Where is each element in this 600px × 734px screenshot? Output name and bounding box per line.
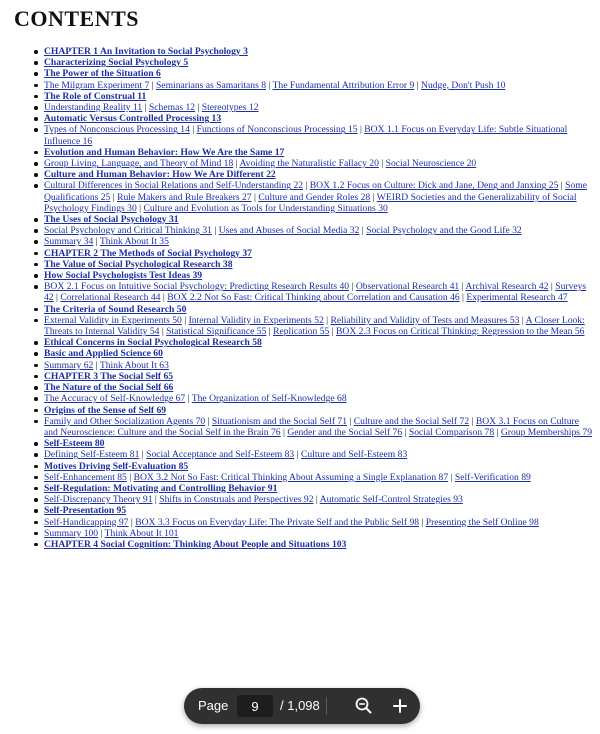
link-separator: | xyxy=(448,471,455,483)
toc-entry xyxy=(44,461,592,472)
toc-heading-link[interactable]: Origins of the Sense of Self 69 xyxy=(44,404,167,416)
toc-heading-link[interactable]: CHAPTER 1 An Invitation to Social Psychology 3 xyxy=(44,46,248,57)
link-separator: | xyxy=(459,281,466,293)
link-separator: | xyxy=(233,158,240,170)
toc-subsection-link[interactable]: The Organization of Self-Knowledge 68 xyxy=(191,393,347,405)
link-separator: | xyxy=(280,426,288,438)
toc-heading-link[interactable]: The Uses of Social Psychology 31 xyxy=(44,214,179,226)
toc-heading-link[interactable]: Characterizing Social Psychology 5 xyxy=(44,57,189,69)
toc-entry xyxy=(44,236,592,247)
toc-entry xyxy=(44,494,592,505)
toc-entry xyxy=(44,539,592,550)
toc-subsection-link[interactable]: Culture and Self-Esteem 83 xyxy=(300,449,408,461)
toc-entry xyxy=(44,337,592,348)
link-separator: | xyxy=(251,191,259,203)
toc-heading-link[interactable]: Basic and Applied Science 60 xyxy=(44,348,163,360)
link-separator: | xyxy=(519,314,526,326)
toc-entry xyxy=(44,449,592,460)
toc-entry xyxy=(44,113,592,124)
link-separator: | xyxy=(185,393,192,405)
toc-entry xyxy=(44,281,592,303)
toc-subsection-link[interactable]: Summary 34 xyxy=(44,236,94,248)
toc-subsection-link[interactable]: Culture and Evolution as Tools for Understanding Situations 30 xyxy=(143,202,388,214)
toc-entry xyxy=(44,505,592,516)
link-separator: | xyxy=(139,449,147,461)
toc-subsection-link[interactable]: Cultural Differences in Social Relations and Self-Understanding 22 xyxy=(44,180,304,192)
toc-heading-link[interactable]: CHAPTER 2 The Methods of Social Psychology 37 xyxy=(44,247,252,259)
toc-entry xyxy=(44,158,592,169)
toc-heading-link[interactable]: Evolution and Human Behavior: How We Are the Same 17 xyxy=(44,146,285,158)
toc-subsection-link[interactable]: Social Psychology and the Good Life 32 xyxy=(366,225,522,237)
toc-subsection-link[interactable]: BOX 1.2 Focus on Culture: Dick and Jane, Deng and Janxing 25 xyxy=(309,180,559,192)
link-separator: | xyxy=(98,527,105,539)
link-separator: | xyxy=(205,415,212,427)
toc-heading-link[interactable]: The Role of Construal 11 xyxy=(44,90,147,102)
toc-subsection-link[interactable]: BOX 2.1 Focus on Intuitive Social Psychology: Predicting Research Results 40 xyxy=(44,281,350,293)
toc-entry xyxy=(44,214,592,225)
toc-subsection-link[interactable]: Social Psychology and Critical Thinking 31 xyxy=(44,225,212,237)
toc-entry xyxy=(44,57,592,68)
toc-entry xyxy=(44,248,592,259)
link-separator: | xyxy=(181,314,189,326)
toc-heading-link[interactable]: CHAPTER 3 The Social Self 65 xyxy=(44,370,174,382)
toc-subsection-link[interactable]: BOX 3.3 Focus on Everyday Life: The Private Self and the Public Self 98 xyxy=(135,516,420,528)
toc-heading-link[interactable]: The Power of the Situation 6 xyxy=(44,68,161,80)
toc-subsection-link[interactable]: BOX 3.2 Not So Fast: Critical Thinking About Assuming a Single Explanation 87 xyxy=(133,471,449,483)
toc-subsection-link[interactable]: Automatic Self-Control Strategies 93 xyxy=(319,494,463,506)
link-separator: | xyxy=(347,415,354,427)
link-separator: | xyxy=(93,359,100,371)
toc-heading-link[interactable]: Self-Regulation: Motivating and Controlling Behavior 91 xyxy=(44,482,278,494)
toc-heading-link[interactable]: Self-Esteem 80 xyxy=(44,438,105,450)
toc-subsection-link[interactable]: Group Living, Language, and Theory of Mind 18 xyxy=(44,158,234,170)
plus-icon xyxy=(386,692,414,720)
toc-heading-link[interactable]: The Nature of the Social Self 66 xyxy=(44,382,174,394)
zoom-in-button[interactable] xyxy=(386,692,414,720)
magnifier-minus-icon xyxy=(350,692,378,720)
toc-heading-link[interactable]: The Value of Social Psychological Research 38 xyxy=(44,258,233,270)
toc-entry xyxy=(44,46,592,57)
toc-subsection-link[interactable]: Understanding Reality 11 xyxy=(44,102,143,114)
toc-entry xyxy=(44,124,592,146)
toc-subsection-link[interactable]: The Accuracy of Self-Knowledge 67 xyxy=(44,393,186,405)
toc-heading-link[interactable]: Self-Presentation 95 xyxy=(44,505,127,517)
toc-subsection-link[interactable]: Self-Handicapping 97 xyxy=(44,516,129,528)
toc-subsection-link[interactable]: BOX 2.2 Not So Fast: Critical Thinking about Correlation and Causation 46 xyxy=(167,292,460,304)
toc-subsection-link[interactable]: Rule Makers and Rule Breakers 27 xyxy=(117,191,252,203)
toc-subsection-link[interactable]: A Closer Look: Threats to Internal Validity 54 xyxy=(44,314,585,338)
toc-subsection-link[interactable]: Defining Self-Esteem 81 xyxy=(44,449,140,461)
toc-entry xyxy=(44,517,592,528)
toc-subsection-link[interactable]: Schemas 12 xyxy=(148,102,196,114)
link-separator: | xyxy=(378,158,386,170)
page-label: Page xyxy=(198,698,229,713)
toc-entry xyxy=(44,405,592,416)
toc-subsection-link[interactable]: Self-Enhancement 85 xyxy=(44,471,127,483)
toc-entry xyxy=(44,393,592,404)
toc-subsection-link[interactable]: Culture and the Social Self 72 xyxy=(353,415,470,427)
link-separator: | xyxy=(359,225,367,237)
toc-subsection-link[interactable]: Summary 100 xyxy=(44,527,99,539)
link-separator: | xyxy=(402,426,409,438)
toc-subsection-link[interactable]: Gender and the Social Self 76 xyxy=(287,426,403,438)
toc-subsection-link[interactable]: Family and Other Socialization Agents 70 xyxy=(44,415,206,427)
link-separator: | xyxy=(266,79,273,91)
toc-entry xyxy=(44,438,592,449)
total-pages: / 1,098 xyxy=(280,698,320,713)
toc-entry xyxy=(44,147,592,158)
toc-subsection-link[interactable]: Correlational Research 44 xyxy=(60,292,161,304)
link-separator: | xyxy=(149,79,156,91)
toc-subsection-link[interactable]: BOX 1.1 Focus on Everyday Life: Subtle Situational Influence 16 xyxy=(44,124,568,147)
link-separator: | xyxy=(323,314,331,326)
link-separator: | xyxy=(329,326,337,338)
toc-entry xyxy=(44,259,592,270)
toc-subsection-link[interactable]: Social Neuroscience 20 xyxy=(385,158,477,170)
link-separator: | xyxy=(494,426,501,438)
toc-entry xyxy=(44,528,592,539)
toc-subsection-link[interactable]: The Fundamental Attribution Error 9 xyxy=(272,79,415,91)
link-separator: | xyxy=(211,225,219,237)
link-separator: | xyxy=(142,102,149,114)
link-separator: | xyxy=(160,292,168,304)
toc-entry xyxy=(44,68,592,79)
page-title: CONTENTS xyxy=(14,6,140,31)
link-separator: | xyxy=(558,180,566,192)
link-separator: | xyxy=(459,292,467,304)
toc-entry xyxy=(44,360,592,371)
page-number-input[interactable] xyxy=(237,695,273,717)
toolbar-divider xyxy=(326,697,327,715)
toc-subsection-link[interactable]: Surveys 42 xyxy=(44,281,587,304)
toc-heading-link[interactable]: The Criteria of Sound Research 50 xyxy=(44,303,187,315)
toc-subsection-link[interactable]: Types of Nonconscious Processing 14 xyxy=(44,124,190,136)
toc-entry xyxy=(44,225,592,236)
table-of-contents xyxy=(44,46,592,550)
toc-entry xyxy=(44,315,592,337)
toc-subsection-link[interactable]: Internal Validity in Experiments 52 xyxy=(188,314,324,326)
toc-entry xyxy=(44,180,592,214)
toc-subsection-link[interactable]: Functions of Nonconscious Processing 15 xyxy=(196,124,358,136)
toc-subsection-link[interactable]: Situationism and the Social Self 71 xyxy=(211,415,348,427)
toc-subsection-link[interactable]: BOX 3.1 Focus on Culture and Neuroscience: Culture and the Social Self in the Brain 76 xyxy=(44,415,579,438)
link-separator: | xyxy=(548,281,556,293)
toc-subsection-link[interactable]: The Milgram Experiment 7 xyxy=(44,79,150,91)
toc-subsection-link[interactable]: Experimental Research 47 xyxy=(466,292,568,304)
toc-subsection-link[interactable]: Avoiding the Naturalistic Fallacy 20 xyxy=(239,158,379,170)
toc-entry xyxy=(44,382,592,393)
toc-subsection-link[interactable]: BOX 2.3 Focus on Critical Thinking: Regression to the Mean 56 xyxy=(336,326,585,338)
toc-heading-link[interactable]: Automatic Versus Controlled Processing 13 xyxy=(44,113,222,125)
toc-subsection-link[interactable]: Shifts in Construals and Perspectives 92 xyxy=(159,494,314,506)
toc-subsection-link[interactable]: Summary 62 xyxy=(44,359,94,371)
link-separator: | xyxy=(370,191,377,203)
toc-subsection-link[interactable]: Self-Discrepancy Theory 91 xyxy=(44,494,153,506)
link-separator: | xyxy=(93,236,100,248)
toc-subsection-link[interactable]: Statistical Significance 55 xyxy=(166,326,267,338)
toc-entry xyxy=(44,80,592,91)
toc-entry xyxy=(44,348,592,359)
toc-subsection-link[interactable]: Reliability and Validity of Tests and Measures 53 xyxy=(330,314,520,326)
link-separator: | xyxy=(313,494,320,506)
toc-heading-link[interactable]: Motives Driving Self-Evaluation 85 xyxy=(44,460,189,472)
toc-heading-link[interactable]: How Social Psychologists Test Ideas 39 xyxy=(44,270,203,282)
link-separator: | xyxy=(357,124,365,136)
link-separator: | xyxy=(469,415,476,427)
link-separator: | xyxy=(349,281,356,293)
link-separator: | xyxy=(136,202,144,214)
toc-subsection-link[interactable]: Social Acceptance and Self-Esteem 83 xyxy=(146,449,295,461)
toc-entry xyxy=(44,169,592,180)
toc-entry xyxy=(44,371,592,382)
link-separator: | xyxy=(152,494,160,506)
toc-subsection-link[interactable]: Some Qualifications 25 xyxy=(44,180,587,203)
toc-entry xyxy=(44,472,592,483)
toc-subsection-link[interactable]: Culture and Gender Roles 28 xyxy=(258,191,371,203)
link-separator: | xyxy=(195,102,202,114)
toc-subsection-link[interactable]: Think About It 101 xyxy=(104,527,179,539)
toc-entry xyxy=(44,102,592,113)
toc-subsection-link[interactable]: Replication 55 xyxy=(273,326,330,338)
toc-heading-link[interactable]: CHAPTER 4 Social Cognition: Thinking About People and Situations 103 xyxy=(44,538,347,550)
toc-subsection-link[interactable]: Think About It 63 xyxy=(99,359,169,371)
toc-subsection-link[interactable]: Group Memberships 79 xyxy=(500,426,592,438)
toc-subsection-link[interactable]: Stereotypes 12 xyxy=(201,102,259,114)
link-separator: | xyxy=(159,326,167,338)
toc-subsection-link[interactable]: External Validity in Experiments 50 xyxy=(44,314,182,326)
toc-subsection-link[interactable]: Seminarians as Samaritans 8 xyxy=(155,79,267,91)
link-separator: | xyxy=(414,79,422,91)
link-separator: | xyxy=(126,471,134,483)
link-separator: | xyxy=(53,292,61,304)
toc-subsection-link[interactable]: WEIRD Societies and the Generalizability of Social Psychology Findings 30 xyxy=(44,191,577,214)
link-separator: | xyxy=(303,180,310,192)
toc-subsection-link[interactable]: Think About It 35 xyxy=(99,236,169,248)
toc-entry xyxy=(44,304,592,315)
toc-subsection-link[interactable]: Uses and Abuses of Social Media 32 xyxy=(218,225,360,237)
toc-entry xyxy=(44,416,592,438)
toc-heading-link[interactable]: Culture and Human Behavior: How We Are Different 22 xyxy=(44,169,276,181)
toc-entry xyxy=(44,91,592,102)
toc-entry xyxy=(44,483,592,494)
link-separator: | xyxy=(294,449,301,461)
zoom-out-button[interactable] xyxy=(350,692,378,720)
link-separator: | xyxy=(419,516,426,528)
link-separator: | xyxy=(189,124,197,136)
toc-subsection-link[interactable]: Self-Verification 89 xyxy=(454,471,531,483)
toc-subsection-link[interactable]: Observational Research 41 xyxy=(355,281,460,293)
toc-subsection-link[interactable]: Presenting the Self Online 98 xyxy=(425,516,539,528)
toc-heading-link[interactable]: Ethical Concerns in Social Psychological Research 58 xyxy=(44,337,262,349)
link-separator: | xyxy=(266,326,274,338)
toc-subsection-link[interactable]: Archival Research 42 xyxy=(465,281,549,293)
link-separator: | xyxy=(110,191,118,203)
page-navigation-toolbar xyxy=(184,688,420,724)
link-separator: | xyxy=(128,516,136,528)
toc-subsection-link[interactable]: Social Comparison 78 xyxy=(408,426,495,438)
toc-subsection-link[interactable]: Nudge, Don't Push 10 xyxy=(421,79,506,91)
toc-entry xyxy=(44,270,592,281)
